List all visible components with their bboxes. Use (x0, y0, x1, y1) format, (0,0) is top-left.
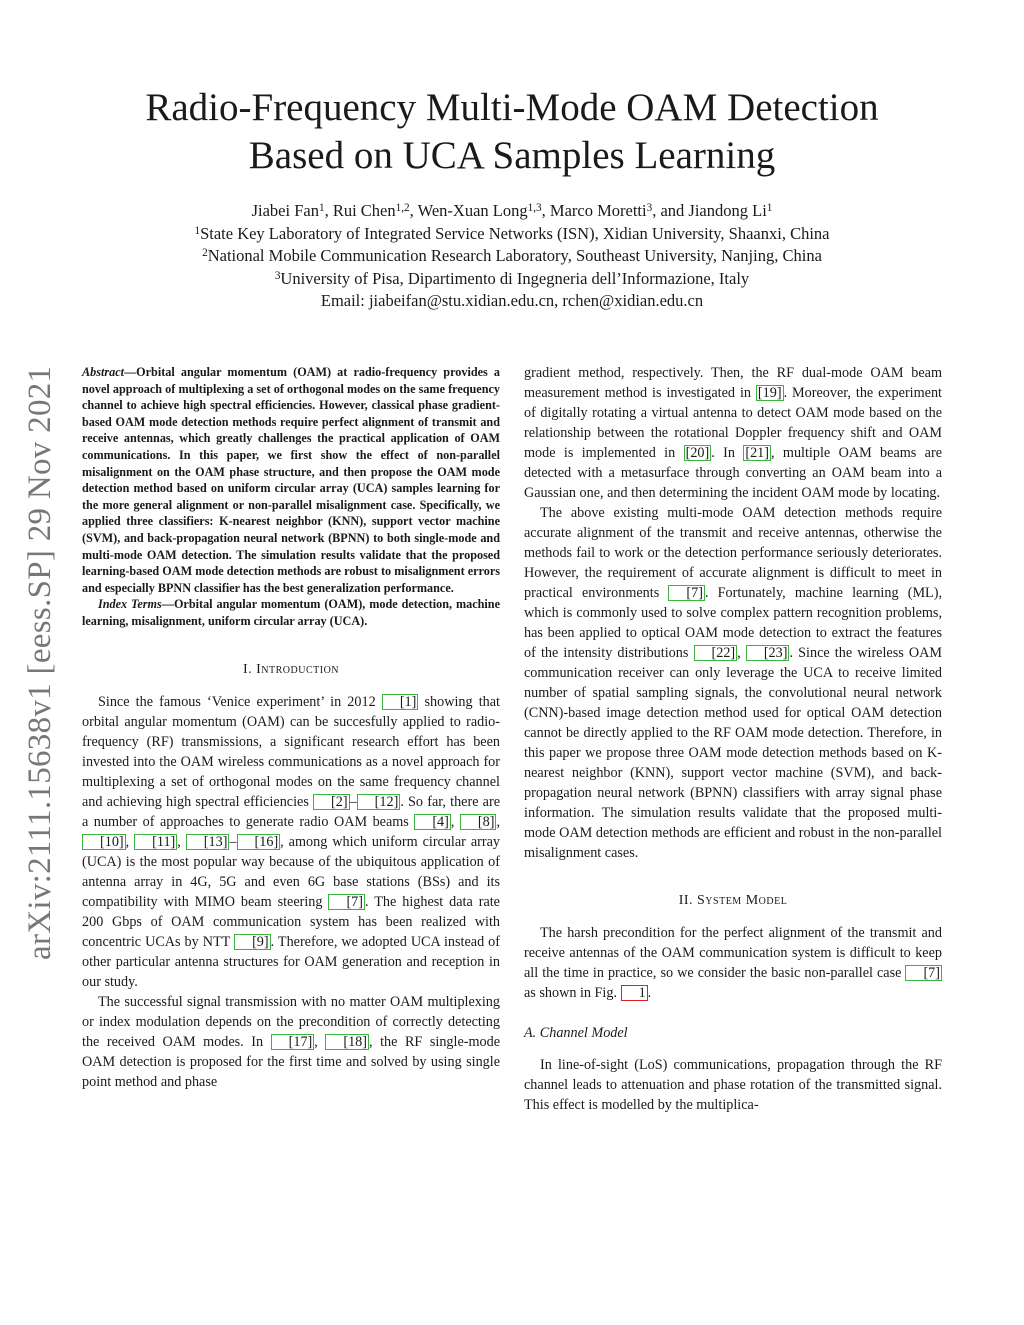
section-number: I. (242, 661, 253, 677)
affiliation-text: State Key Laboratory of Integrated Service Networks (ISN), Xidian University, Shaanxi, China (200, 223, 830, 243)
intro-paragraph-1: Since the famous ‘Venice experiment’ in 2012 [1] showing that orbital angular momentum (OAM) can be succesfully applied to radio-frequency (RF) transmissions, a significant research effort has been invested into the OAM wireless communications as a novel approach for multiplexing a set of orthogonal modes on the same frequency channel and achieving high spectral efficiencies [2] – [12] . So far, there are a number of approaches to generate radio OAM beams [4] , [8] , [10] , [11] , [13] – [16] , among which uniform circular array (UCA) is the most popular way because of the ubiquitous application of antenna array in 4G, 5G and even 6G base stations (BSs) and its compatibility with MIMO beam steering [7] . The highest data rate 200 Gbps of OAM communication system has been realized with concentric UCAs by NTT [9] . Therefore, we adopted UCA instead of other particular antenna structures for OAM generation and reception in our study. (82, 693, 501, 990)
intro-paragraph-2-continued: gradient method, respectively. Then, the RF dual-mode OAM beam measurement method is investigated in [19] . Moreover, the experiment of digitally rotating a virtual antenna to detect OAM mode based on the relationship between the rotational Doppler frequency shift and OAM mode is implemented in [20] . In [21] , multiple OAM beams are detected with a metasurface through converting an OAM beam into a Gaussian one, and then determining the incident OAM mode by locating. (524, 365, 942, 501)
citation-link[interactable]: [2] (313, 794, 350, 810)
citation-link[interactable]: [12] (357, 794, 401, 810)
citation-link[interactable]: [13] (186, 834, 230, 850)
author-name: Jiandong Li (688, 201, 767, 220)
citation-link[interactable]: [8] (460, 814, 497, 830)
citation-link[interactable]: [4] (414, 814, 451, 830)
email-line: Email: jiabeifan@stu.xidian.edu.cn, rchen@xidian.edu.cn (320, 291, 704, 310)
citation-link[interactable]: [19] (757, 385, 782, 401)
right-column (524, 363, 942, 1115)
title-line-1: Radio-Frequency Multi-Mode OAM Detection (145, 86, 879, 129)
author-name: Rui Chen (332, 201, 396, 220)
section-number: II. (678, 893, 694, 908)
section-name: Introduction (256, 661, 340, 677)
citation-link[interactable]: [7] (668, 585, 705, 601)
subsection-heading-channel-model: A. Channel Model (524, 1025, 628, 1041)
left-column (82, 364, 500, 1092)
section-name: System Model (697, 893, 788, 908)
citation-link[interactable]: [9] (234, 934, 271, 950)
paper-title (100, 84, 924, 180)
channel-model-paragraph: In line-of-sight (LoS) communications, propagation through the RF channel leads to attenuation and phase rotation of the transmitted signal. This effect is modelled by the multiplica- (524, 1057, 942, 1113)
author-name: Marco Moretti (549, 201, 647, 220)
citation-link[interactable]: [16] (237, 834, 281, 850)
affiliation-text: University of Pisa, Dipartimento di Ingegneria dell’Informazione, Italy (280, 268, 750, 288)
author-block (100, 200, 924, 313)
author-affil-sup: 1,2 (395, 201, 410, 214)
citation-link[interactable]: [21] (745, 445, 769, 461)
section-heading-introduction (82, 660, 500, 680)
citation-link[interactable]: [11] (134, 834, 177, 850)
intro-paragraph-2: The successful signal transmission with no matter OAM multiplexing or index modulation depends on the precondition of correctly detecting the received OAM modes. In [17] , [18] , the RF single-mode OAM detection is proposed for the first time and solved by using single point method and phase (82, 993, 501, 1090)
author-affil-sup: 1 (318, 201, 325, 214)
citation-link[interactable]: [1] (382, 694, 419, 710)
author-affil-sup: 1,3 (527, 201, 542, 214)
index-terms (82, 596, 500, 629)
author-affil-sup: 3 (646, 201, 653, 214)
author-conjunction: and (660, 201, 685, 220)
affiliation-line (100, 268, 924, 291)
citation-link[interactable]: [7] (905, 965, 942, 981)
author-name: Jiabei Fan (251, 201, 319, 220)
affiliation-sup: 3 (274, 269, 281, 282)
citation-link[interactable]: [22] (694, 645, 738, 661)
abstract-text: —Orbital angular momentum (OAM) at radio-frequency provides a novel approach of multiplexing a set of orthogonal modes on the same frequency channel to achieve high spectral efficiencies. However, classical phase gradient-based OAM mode detection methods require perfect alignment of transmit and receive antennas, which greatly challenges the practical application of OAM communications. In this paper, we first show the effect of non-parallel misalignment on the OAM phase structure, and then propose the OAM mode detection method based on uniform circular array (UCA) samples learning for the more general alignment or non-parallel misalignment case. Specifically, we applied three classifiers: K-nearest neighbor (KNN), support vector machine (SVM), and back-propagation neural network (BPNN) to both single-mode and multi-mode OAM detection. The simulation results validate that the proposed learning-based OAM mode detection methods are robust to misalignment errors and especially BPNN classifier has the best generalization performance. (82, 365, 500, 595)
figure-link[interactable]: 1 (621, 985, 648, 1001)
system-model-paragraph: The harsh precondition for the perfect alignment of the transmit and receive antennas of the OAM communication system is difficult to keep all the time in practice, so we consider the basic non-parallel case [7] as shown in Fig. 1 . (524, 925, 942, 1001)
citation-link[interactable]: [7] (328, 894, 365, 910)
index-terms-label: Index Terms (98, 597, 162, 612)
title-line-2: Based on UCA Samples Learning (248, 134, 776, 177)
affiliation-line (100, 245, 924, 268)
citation-link[interactable]: [23] (746, 645, 790, 661)
affiliation-sup: 2 (202, 246, 208, 259)
author-affil-sup: 1 (766, 201, 773, 214)
citation-link[interactable]: [20] (685, 445, 710, 461)
affiliation-line (100, 223, 924, 246)
intro-paragraph-3: The above existing multi-mode OAM detection methods require accurate alignment of the transmit and receive antennas, otherwise the methods fail to work or the detection performance seriously deteriorates. However, the requirement of accurate alignment is difficult to meet in practical environments [7] . Fortunately, machine learning (ML), which is commonly used to solve complex pattern recognition problems, has been applied to optical OAM mode detection to extract the features of the intensity distributions [22] , [23] . Since the wireless OAM communication receiver can only leverage the UCA to receive limited number of spatial sampling signals, the convolutional neural network (CNN)-based image detection method used for optical OAM detection cannot be directly applied to the RF OAM mode detection. Therefore, in this paper we propose three OAM mode detection methods based on K-nearest neighbor (KNN), support vector machine (SVM), and back-propagation neural network (BPNN) classifiers with array signal phase information. The simulation results validate that the proposed multi-mode OAM detection methods are efficient and robust in the non-parallel misalignment cases. (524, 505, 942, 861)
section-heading-system-model (524, 891, 942, 911)
affiliation-text: National Mobile Communication Research Laboratory, Southeast University, Nanjing, China (207, 246, 822, 265)
abstract (82, 364, 500, 596)
abstract-label: Abstract (82, 365, 124, 379)
citation-link[interactable]: [18] (325, 1034, 369, 1050)
citation-link[interactable]: [17] (271, 1034, 315, 1050)
index-terms-text: —Orbital angular momentum (OAM), mode detection, machine learning, misalignment, uniform circular array (UCA). (82, 597, 500, 628)
author-name: Wen-Xuan Long (417, 201, 528, 220)
author-list: Jiabei Fan$^1$, Rui Chen$^{1,2}$, Wen-Xuan Long$^{1,3}$, Marco Moretti$^3$, and Jiandong Li$^1$ (251, 201, 773, 220)
citation-link[interactable]: [10] (82, 834, 126, 850)
arxiv-stamp: arXiv:2111.15638v1 [eess.SP] 29 Nov 2021 (22, 365, 58, 960)
affiliation-sup: 1 (194, 224, 201, 237)
